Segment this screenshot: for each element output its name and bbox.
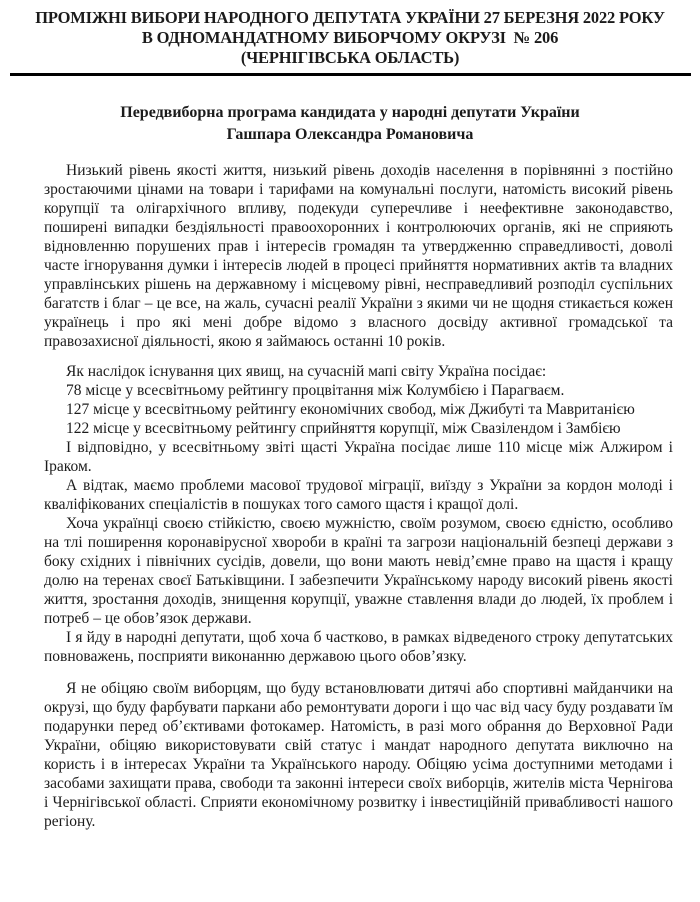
candidate-name: Гашпара Олександра Романовича: [226, 126, 474, 143]
paragraph-rank-economic-freedom: 127 місце у всесвітньому рейтингу економічних свобод, між Джибуті та Мавританією: [66, 401, 635, 418]
election-header-line-3: (ЧЕРНІГІВСЬКА ОБЛАСТЬ): [240, 48, 460, 67]
election-header: [0, 8, 700, 68]
paragraph-rank-happiness: І відповідно, у всесвітньому звіті щасті Україна посідає лише 110 місце між Алжиром і Іраком.: [44, 439, 673, 475]
paragraph-promises: Я не обіцяю своїм виборцям, що буду встановлювати дитячі або спортивні майданчики на окрузі, що буду фарбувати паркани або ремонтувати дороги і що час від часу буду роздавати їм подарунки перед об’єктивами фотокамер. Натомість, в разі мого обрання до Верховної Ради України, обіцяю використовувати свій статус і мандат народного депутата виключно на користь і в інтересах України та Українського народу. Обіцяю усіма доступними методами і засобами захищати права, свободи та законні інтереси своїх виборців, жителів міста Чернігова і Чернігівської області. Сприяти економічному розвитку і інвестиційній привабливості нашого регіону.: [44, 680, 673, 830]
paragraph-migration: А відтак, маємо проблеми масової трудової міграції, виїзду з України за кордон молоді і кваліфікованих спеціалістів в пошуках того самого щастя і кращої долі.: [44, 477, 673, 513]
program-body: [0, 161, 700, 831]
paragraph-intro: Низький рівень якості життя, низький рівень доходів населення в порівнянні з постійно зростаючими цінами на товари і тарифами на комунальні послуги, натомість високий рівень корупції та олігархічного впливу, подекуди суперечливе і неефективне законодавство, поширені випадки бездіяльності правоохоронних і контролюючих органів, які не сприяють відновленню порушених прав і інтересів громадян та утвердженню справедливості, доволі часте ігнорування думки і інтересів людей в процесі прийняття нормативних актів та владних управлінських рішень на державному і місцевому рівні, несправедливий розподіл суспільних багатств і благ – це все, на жаль, сучасні реалії України з якими чи не щодня стикається кожен українець і про які мені добре відомо з власного досвіду активної громадської та правозахисної діяльності, якою я займаюсь останні 10 років.: [44, 162, 673, 350]
election-header-line-2: В ОДНОМАНДАТНОМУ ВИБОРЧОМУ ОКРУЗІ № 206: [141, 28, 559, 47]
paragraph-state-duty: Хоча українці своєю стійкістю, своєю мужністю, своїм розумом, своєю єдністю, особливо на тлі поширення коронавірусної хвороби в країні та загрози національній безпеці держави з боку східних і північних сусідів, довели, що вони мають невід’ємне право на щастя і кращу долю на теренах своєї Батьківщини. І забезпечити Українському народу високий рівень якості життя, зростання доходів, знищення корупції, уважне ставлення влади до людей, їх проблем і потреб – це обов’язок держави.: [44, 515, 673, 627]
paragraph-rank-corruption: 122 місце у всесвітньому рейтингу сприйняття корупції, між Свазілендом і Замбією: [66, 420, 621, 437]
paragraph-rankings-lead: Як наслідок існування цих явищ, на сучасній мапі світу Україна посідає:: [66, 363, 547, 380]
program-title-line-1: Передвиборна програма кандидата у народні депутати України: [120, 104, 580, 121]
paragraph-rank-prosperity: 78 місце у всесвітньому рейтингу процвітання між Колумбією і Парагваєм.: [66, 382, 565, 399]
election-header-line-1: ПРОМІЖНІ ВИБОРИ НАРОДНОГО ДЕПУТАТА УКРАЇНИ 27 БЕРЕЗНЯ 2022 РОКУ: [35, 8, 665, 27]
program-title: [0, 102, 700, 146]
header-divider-rule: [10, 73, 691, 76]
paragraph-why-running: І я йду в народні депутати, щоб хоча б частково, в рамках відведеного строку депутатських повноважень, посприяти виконанню державою цього обов’язку.: [44, 629, 673, 665]
